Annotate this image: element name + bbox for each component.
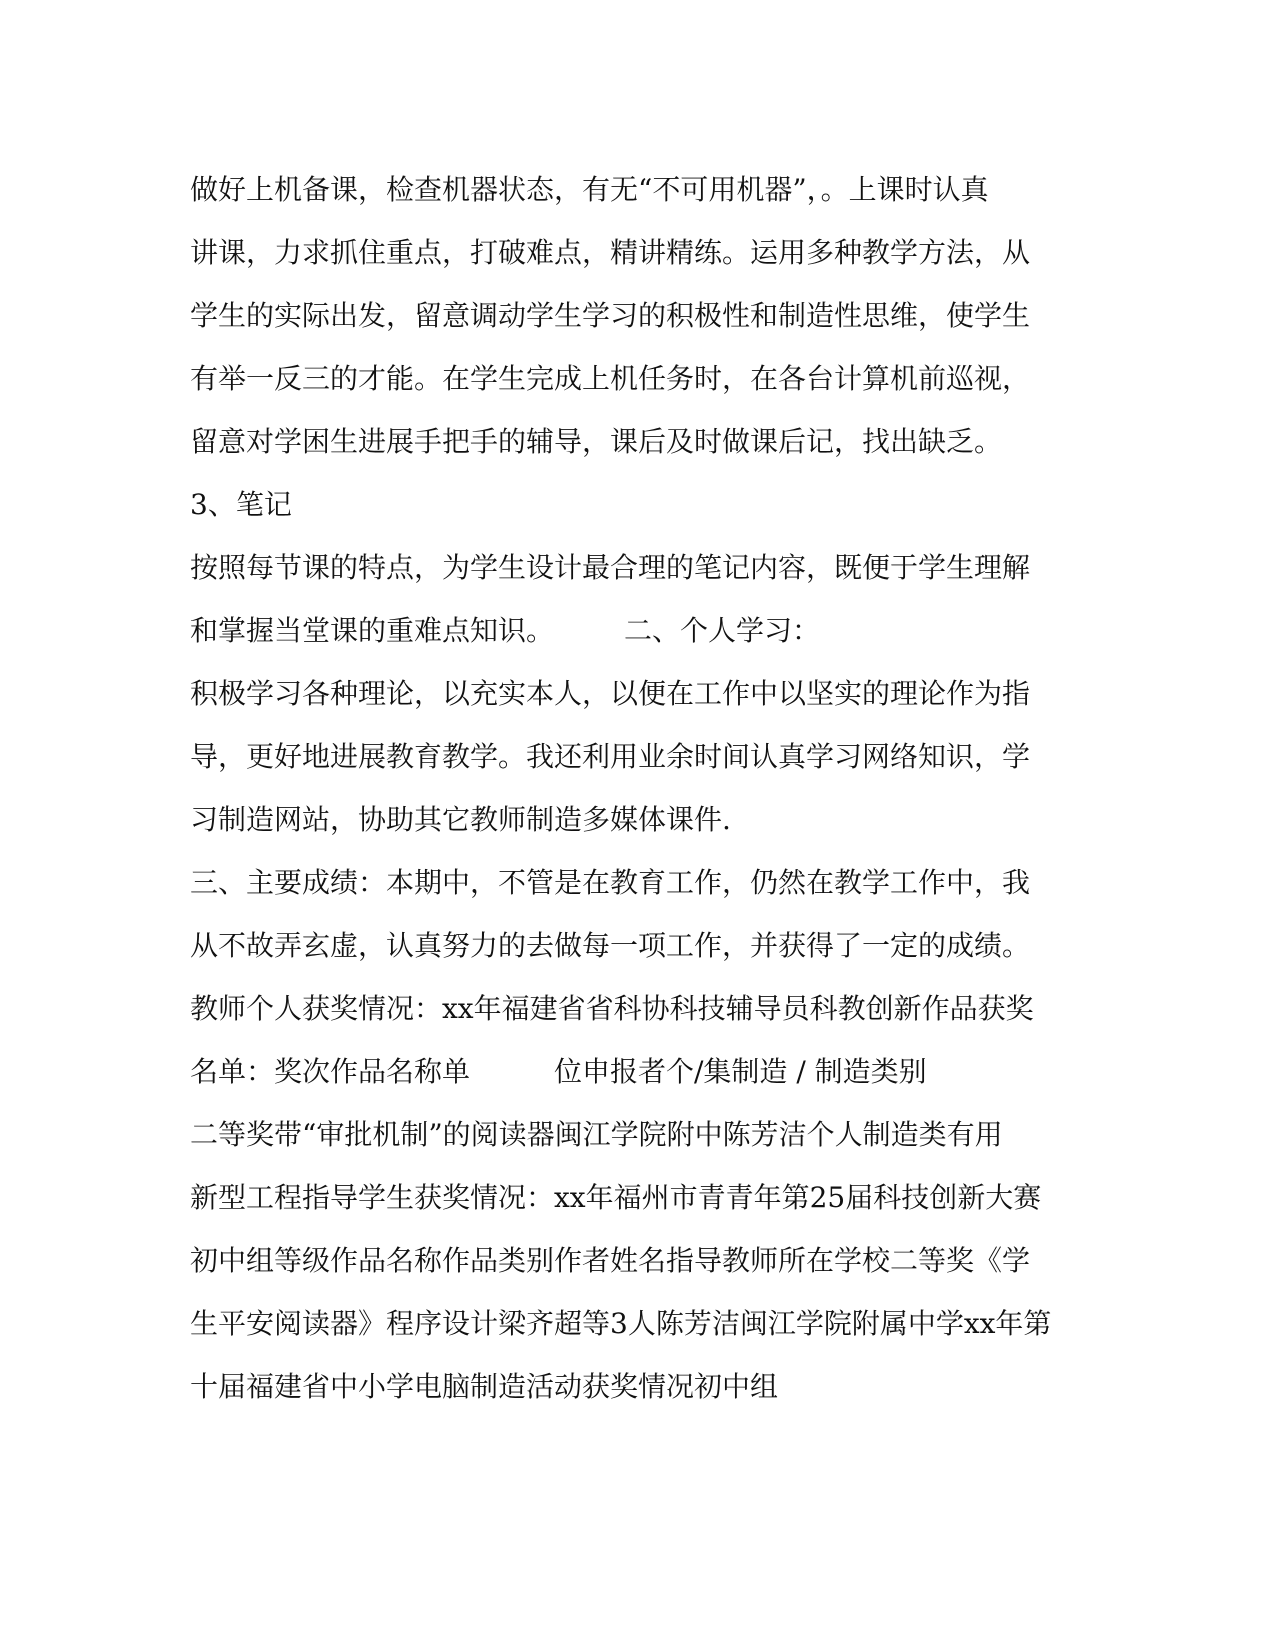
text-line: 教师个人获奖情况：xx年福建省省科协科技辅导员科教创新作品获奖 <box>190 992 1034 1025</box>
text-line: 留意对学困生进展手把手的辅导，课后及时做课后记，找出缺乏。 <box>190 425 1003 458</box>
text-line: 二等奖带“审批机制”的阅读器闽江学院附中陈芳洁个人制造类有用 <box>190 1118 1003 1151</box>
text-line: 从不故弄玄虚，认真努力的去做每一项工作，并获得了一定的成绩。 <box>190 929 1031 962</box>
text-line: 生平安阅读器》程序设计梁齐超等3人陈芳洁闽江学院附属中学xx年第 <box>190 1307 1052 1340</box>
text-line: 和掌握当堂课的重难点知识。 二、个人学习： <box>190 614 821 647</box>
text-line: 导，更好地进展教育教学。我还利用业余时间认真学习网络知识，学 <box>190 740 1031 773</box>
text-line: 按照每节课的特点，为学生设计最合理的笔记内容，既便于学生理解 <box>190 551 1031 584</box>
text-line: 习制造网站，协助其它教师制造多媒体课件. <box>190 803 731 836</box>
text-line: 学生的实际出发，留意调动学生学习的积极性和制造性思维，使学生 <box>190 299 1031 332</box>
text-line: 十届福建省中小学电脑制造活动获奖情况初中组 <box>190 1370 779 1403</box>
text-line: 初中组等级作品名称作品类别作者姓名指导教师所在学校二等奖《学 <box>190 1244 1031 1277</box>
text-line: 新型工程指导学生获奖情况：xx年福州市青青年第25届科技创新大赛 <box>190 1181 1042 1214</box>
text-line: 做好上机备课，检查机器状态，有无“不可用机器”，。上课时认真 <box>190 173 989 206</box>
text-line: 讲课，力求抓住重点，打破难点，精讲精练。运用多种教学方法，从 <box>190 236 1031 269</box>
text-line: 积极学习各种理论，以充实本人，以便在工作中以坚实的理论作为指 <box>190 677 1031 710</box>
text-line: 有举一反三的才能。在学生完成上机任务时，在各台计算机前巡视， <box>190 362 1031 395</box>
body-text <box>190 158 1090 1418</box>
text-line: 名单：奖次作品名称单 位申报者个/集制造 / 制造类别 <box>190 1055 927 1088</box>
section-heading: 3、笔记 <box>190 488 292 521</box>
text-line: 三、主要成绩：本期中，不管是在教育工作，仍然在教学工作中，我 <box>190 866 1031 899</box>
